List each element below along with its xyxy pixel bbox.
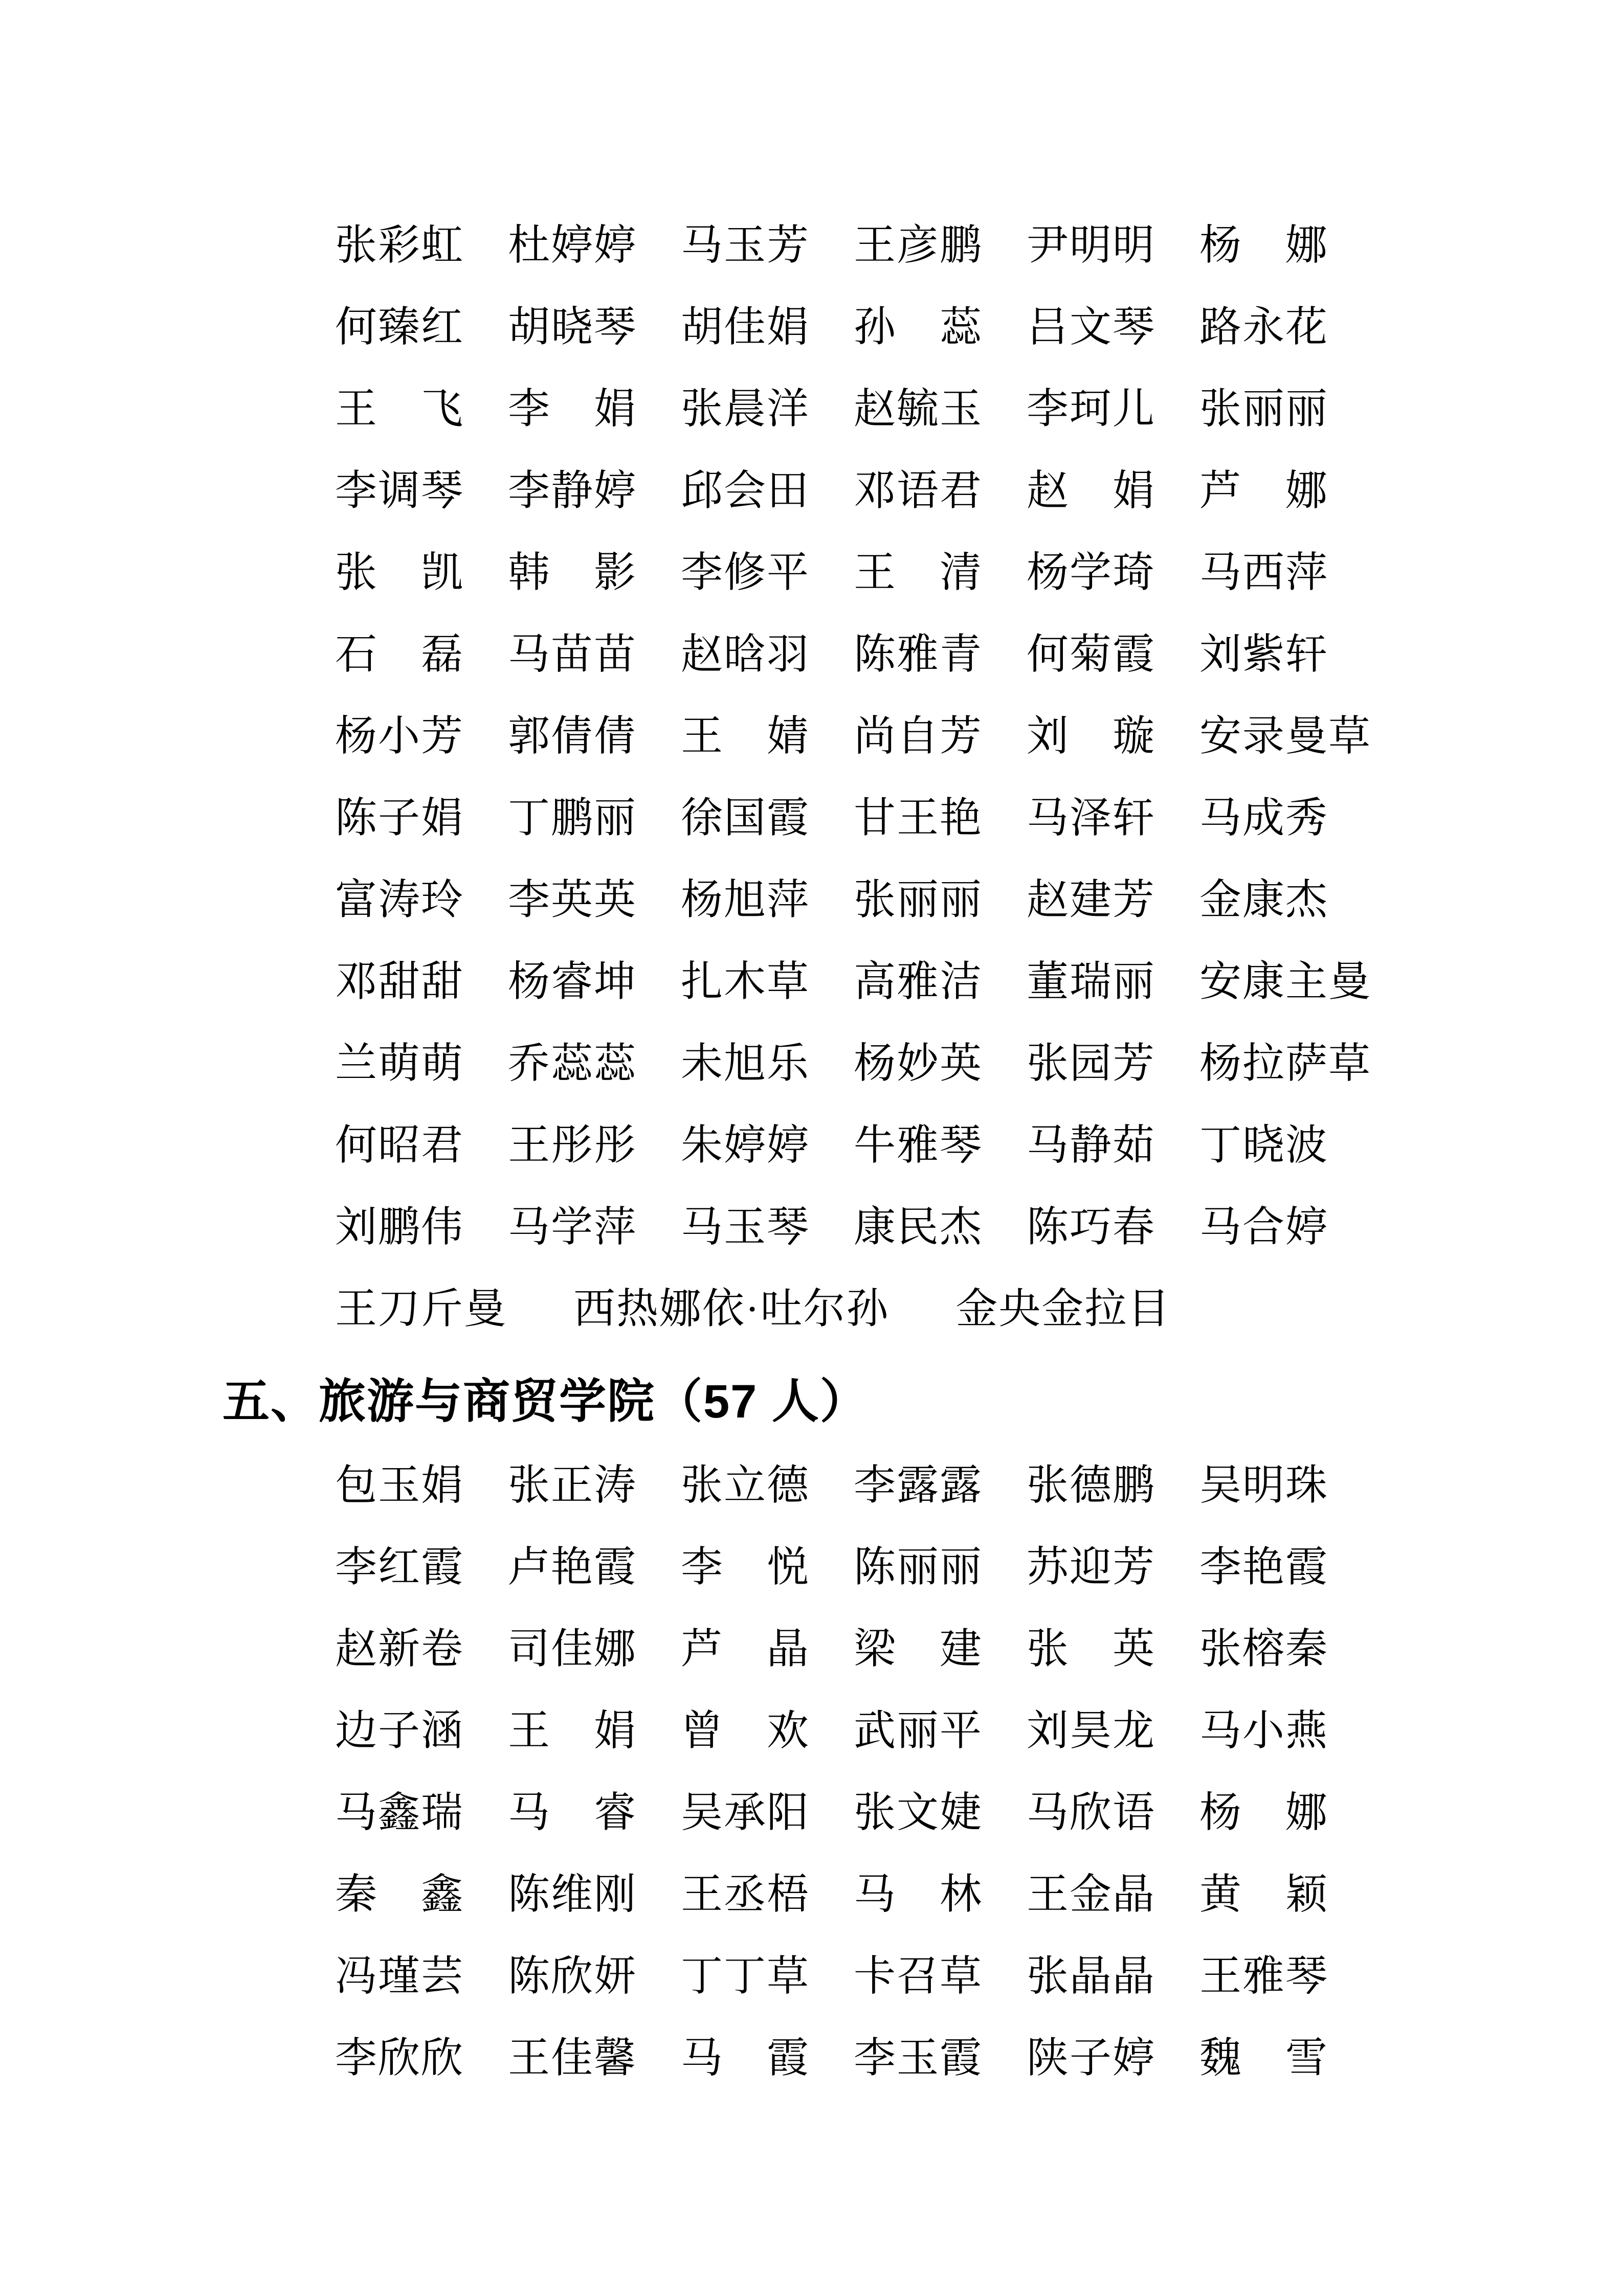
student-name: 高雅洁 <box>854 958 983 1005</box>
student-name: 杨睿坤 <box>508 958 637 1005</box>
student-name: 张 凯 <box>335 549 464 596</box>
student-name: 刘昊龙 <box>1027 1707 1156 1754</box>
roster-row <box>0 1690 1624 1772</box>
student-name: 赵新卷 <box>335 1626 464 1672</box>
student-name: 朱婷婷 <box>681 1122 810 1168</box>
roster-row <box>0 2017 1624 2099</box>
student-name: 胡晓琴 <box>508 304 637 350</box>
student-name: 康民杰 <box>854 1204 983 1250</box>
roster-row <box>0 1186 1624 1268</box>
student-name: 王刀斤曼 <box>335 1286 507 1332</box>
student-name: 李静婷 <box>508 467 637 514</box>
student-name: 张彩虹 <box>335 222 464 268</box>
roster-tourism <box>0 1445 1624 2099</box>
student-name: 马鑫瑞 <box>335 1789 464 1836</box>
student-name: 丁丁草 <box>681 1953 810 1999</box>
roster-row <box>0 1854 1624 1935</box>
student-name: 李 娟 <box>508 386 637 432</box>
student-name: 芦 晶 <box>681 1626 810 1672</box>
student-name: 刘 璇 <box>1027 713 1156 759</box>
student-name: 杜婷婷 <box>508 222 637 268</box>
student-name: 马西萍 <box>1199 549 1329 596</box>
student-name: 陈丽丽 <box>854 1544 983 1590</box>
student-name: 边子涵 <box>335 1707 464 1754</box>
student-name: 王金晶 <box>1027 1871 1156 1918</box>
roster-row <box>0 1935 1624 2017</box>
student-name: 扎木草 <box>681 958 810 1005</box>
student-name: 张丽丽 <box>854 876 983 923</box>
student-name: 尚自芳 <box>854 713 983 759</box>
student-name: 金央金拉目 <box>955 1286 1171 1332</box>
student-name: 丁晓波 <box>1199 1122 1329 1168</box>
student-name: 李 悦 <box>681 1544 810 1590</box>
student-name: 李玉霞 <box>854 2035 983 2081</box>
student-name: 李红霞 <box>335 1544 464 1590</box>
student-name: 梁 建 <box>854 1626 983 1672</box>
student-name: 张榕秦 <box>1199 1626 1329 1672</box>
student-name: 秦 鑫 <box>335 1871 464 1918</box>
student-name: 李调琴 <box>335 467 464 514</box>
student-name: 西热娜依·吐尔孙 <box>573 1286 889 1332</box>
roster-row <box>0 614 1624 695</box>
student-name: 马玉琴 <box>681 1204 810 1250</box>
student-name: 富涛玲 <box>335 876 464 923</box>
student-name: 杨拉萨草 <box>1199 1040 1372 1087</box>
student-name: 李修平 <box>681 549 810 596</box>
student-name: 金康杰 <box>1199 876 1329 923</box>
student-name: 王佳馨 <box>508 2035 637 2081</box>
student-name: 马静茹 <box>1027 1122 1156 1168</box>
roster-row <box>0 695 1624 777</box>
roster-row <box>0 368 1624 450</box>
roster-row <box>0 1772 1624 1854</box>
student-name: 马成秀 <box>1199 795 1329 841</box>
roster-row <box>0 1608 1624 1690</box>
student-name: 徐国霞 <box>681 795 810 841</box>
student-name: 马苗苗 <box>508 631 637 678</box>
section-heading: 五、旅游与商贸学院（57 人） <box>223 1375 868 1428</box>
student-name: 王雅琴 <box>1199 1953 1329 1999</box>
student-name: 马小燕 <box>1199 1707 1329 1754</box>
student-name: 何菊霞 <box>1027 631 1156 678</box>
student-name: 石 磊 <box>335 631 464 678</box>
student-name: 马学萍 <box>508 1204 637 1250</box>
student-name: 杨 娜 <box>1199 1789 1329 1836</box>
student-name: 杨 娜 <box>1199 222 1329 268</box>
student-name: 王 娟 <box>508 1707 637 1754</box>
student-name: 张丽丽 <box>1199 386 1329 432</box>
student-name: 武丽平 <box>854 1707 983 1754</box>
student-name: 卡召草 <box>854 1953 983 1999</box>
student-name: 刘紫轩 <box>1199 631 1329 678</box>
student-name: 王 婧 <box>681 713 810 759</box>
roster-row <box>0 941 1624 1023</box>
roster-row <box>0 1023 1624 1105</box>
student-name: 赵 娟 <box>1027 467 1156 514</box>
student-name: 马泽轩 <box>1027 795 1156 841</box>
roster-row <box>0 286 1624 368</box>
student-name: 李艳霞 <box>1199 1544 1329 1590</box>
roster-row <box>0 1268 1624 1350</box>
student-name: 马 林 <box>854 1871 983 1918</box>
student-name: 马合婷 <box>1199 1204 1329 1250</box>
student-name: 张正涛 <box>508 1462 637 1509</box>
student-name: 马欣语 <box>1027 1789 1156 1836</box>
student-name: 吴承阳 <box>681 1789 810 1836</box>
student-name: 张晨洋 <box>681 386 810 432</box>
student-name: 卢艳霞 <box>508 1544 637 1590</box>
student-name: 张晶晶 <box>1027 1953 1156 1999</box>
roster-row <box>0 532 1624 614</box>
student-name: 杨学琦 <box>1027 549 1156 596</box>
student-name: 杨旭萍 <box>681 876 810 923</box>
student-name: 包玉娟 <box>335 1462 464 1509</box>
student-name: 赵毓玉 <box>854 386 983 432</box>
student-name: 赵晗羽 <box>681 631 810 678</box>
student-name: 黄 颖 <box>1199 1871 1329 1918</box>
student-name: 芦 娜 <box>1199 467 1329 514</box>
student-name: 陈巧春 <box>1027 1204 1156 1250</box>
student-name: 兰萌萌 <box>335 1040 464 1087</box>
student-name: 冯瑾芸 <box>335 1953 464 1999</box>
student-name: 陈维刚 <box>508 1871 637 1918</box>
student-name: 孙 蕊 <box>854 304 983 350</box>
student-name: 陈欣妍 <box>508 1953 637 1999</box>
student-name: 吕文琴 <box>1027 304 1156 350</box>
student-name: 王 清 <box>854 549 983 596</box>
roster-row <box>0 450 1624 532</box>
student-name: 乔蕊蕊 <box>508 1040 637 1087</box>
student-name: 王丞梧 <box>681 1871 810 1918</box>
student-name: 马 睿 <box>508 1789 637 1836</box>
roster-row <box>0 1105 1624 1186</box>
student-name: 李英英 <box>508 876 637 923</box>
student-name: 牛雅琴 <box>854 1122 983 1168</box>
student-name: 陈雅青 <box>854 631 983 678</box>
student-name: 胡佳娟 <box>681 304 810 350</box>
student-name: 丁鹏丽 <box>508 795 637 841</box>
student-name: 刘鹏伟 <box>335 1204 464 1250</box>
student-name: 马 霞 <box>681 2035 810 2081</box>
student-name: 韩 影 <box>508 549 637 596</box>
student-name: 何昭君 <box>335 1122 464 1168</box>
student-name: 邓甜甜 <box>335 958 464 1005</box>
student-name: 邓语君 <box>854 467 983 514</box>
student-name: 李欣欣 <box>335 2035 464 2081</box>
student-name: 董瑞丽 <box>1027 958 1156 1005</box>
student-name: 马玉芳 <box>681 222 810 268</box>
student-name: 王彦鹏 <box>854 222 983 268</box>
student-name: 安录曼草 <box>1199 713 1372 759</box>
student-name: 司佳娜 <box>508 1626 637 1672</box>
student-name: 杨妙英 <box>854 1040 983 1087</box>
student-name: 张文婕 <box>854 1789 983 1836</box>
student-name: 吴明珠 <box>1199 1462 1329 1509</box>
roster-row <box>0 1445 1624 1526</box>
roster-row <box>0 777 1624 859</box>
student-name: 甘王艳 <box>854 795 983 841</box>
student-name: 李露露 <box>854 1462 983 1509</box>
student-name: 何臻红 <box>335 304 464 350</box>
roster-row <box>0 1526 1624 1608</box>
student-name: 未旭乐 <box>681 1040 810 1087</box>
roster-row <box>0 205 1624 286</box>
student-name: 张德鹏 <box>1027 1462 1156 1509</box>
student-name: 陈子娟 <box>335 795 464 841</box>
student-name: 魏 雪 <box>1199 2035 1329 2081</box>
student-name: 李珂儿 <box>1027 386 1156 432</box>
student-name: 张立德 <box>681 1462 810 1509</box>
student-name: 王 飞 <box>335 386 464 432</box>
student-name: 陕子婷 <box>1027 2035 1156 2081</box>
student-name: 张园芳 <box>1027 1040 1156 1087</box>
student-name: 赵建芳 <box>1027 876 1156 923</box>
student-name: 曾 欢 <box>681 1707 810 1754</box>
student-name: 安康主曼 <box>1199 958 1372 1005</box>
student-name: 苏迎芳 <box>1027 1544 1156 1590</box>
student-name: 郭倩倩 <box>508 713 637 759</box>
student-name: 尹明明 <box>1027 222 1156 268</box>
student-name: 张 英 <box>1027 1626 1156 1672</box>
student-name: 路永花 <box>1199 304 1329 350</box>
student-name: 杨小芳 <box>335 713 464 759</box>
roster-row <box>0 859 1624 941</box>
student-name: 王彤彤 <box>508 1122 637 1168</box>
student-name: 邱会田 <box>681 467 810 514</box>
